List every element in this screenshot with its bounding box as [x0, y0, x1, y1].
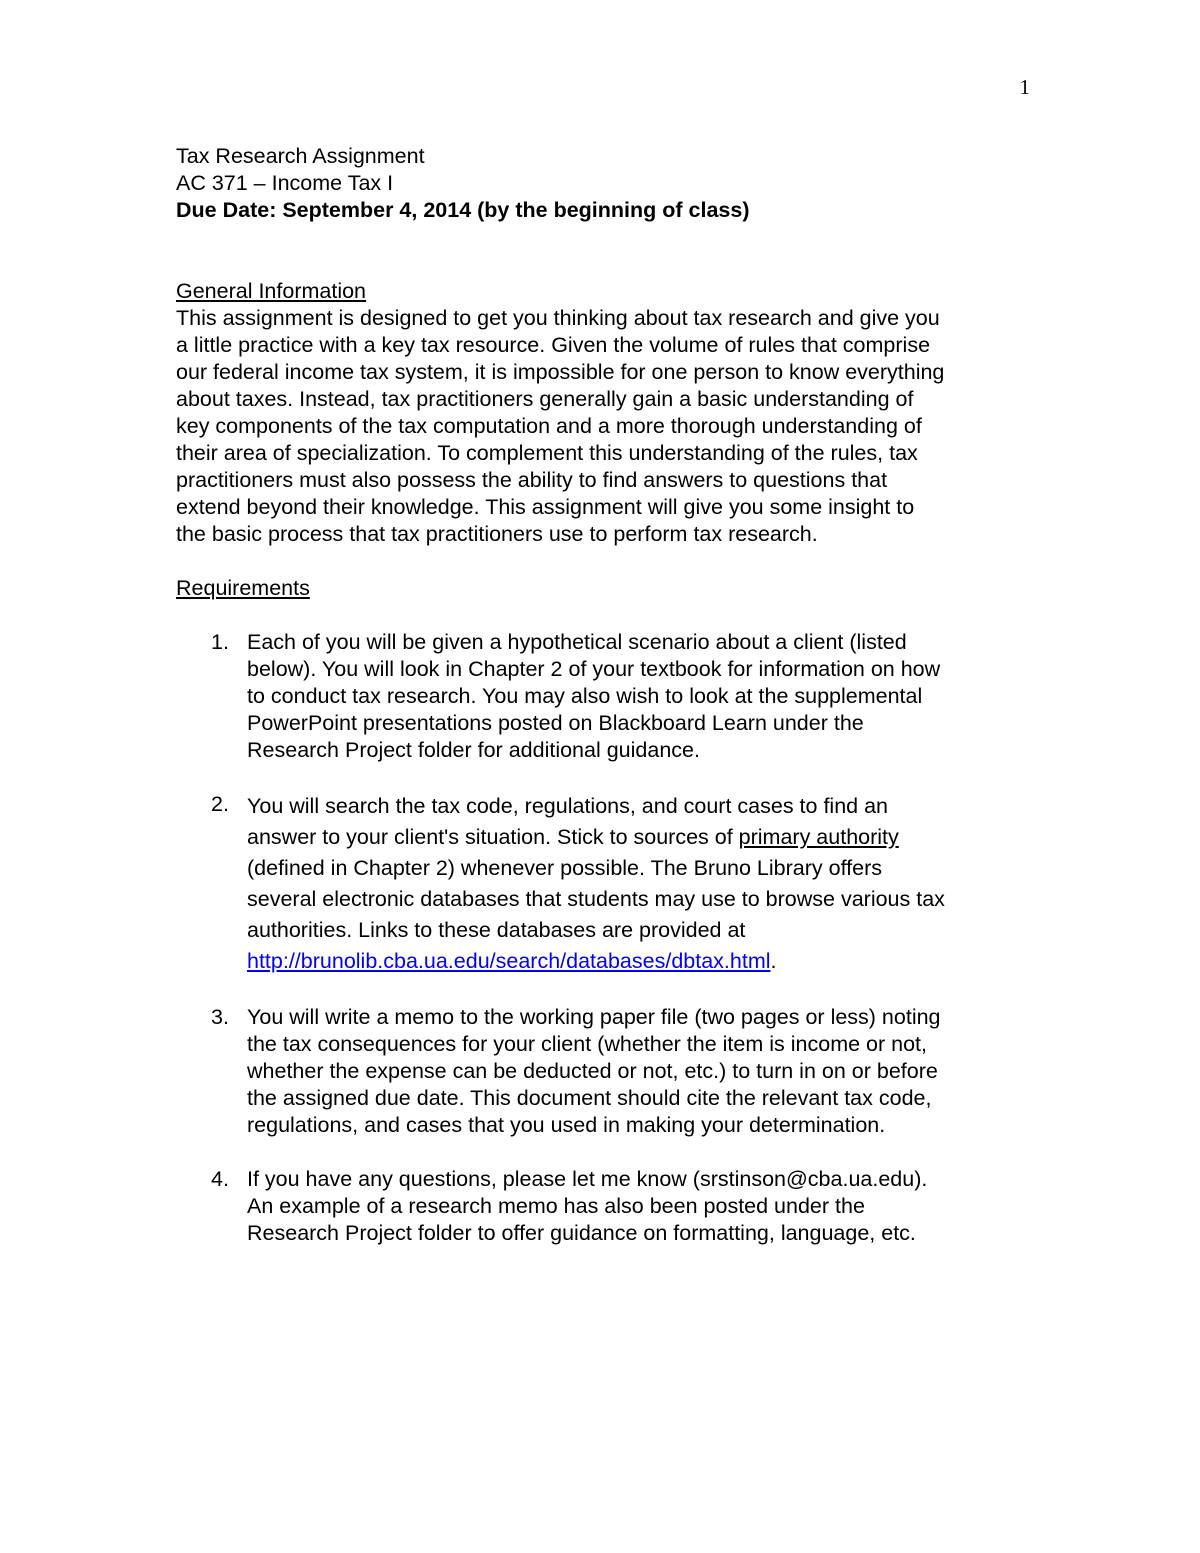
document-body — [176, 143, 1026, 1247]
list-item-line: whether the expense can be deducted or not, etc.) to turn in on or before — [247, 1059, 938, 1083]
list-item-number: 1. — [211, 630, 229, 654]
list-item — [176, 1004, 1026, 1139]
primary-authority-term: primary authority — [738, 825, 899, 849]
paragraph-line: key components of the tax computation and a more thorough understanding of — [176, 414, 922, 438]
list-item — [176, 791, 1026, 977]
list-item-line: You will search the tax code, regulations, and court cases to find an — [247, 794, 889, 818]
paragraph-line: extend beyond their knowledge. This assignment will give you some insight to — [176, 495, 915, 519]
link-trailing-period: . — [770, 949, 777, 973]
list-item-number: 4. — [211, 1167, 229, 1191]
document-title: Tax Research Assignment — [176, 144, 425, 168]
course-name: AC 371 – Income Tax I — [176, 171, 394, 195]
list-item-line: If you have any questions, please let me know (srstinson@cba.ua.edu). — [247, 1167, 928, 1191]
list-item-line: several electronic databases that students may use to browse various tax — [247, 887, 945, 911]
due-date: Due Date: September 4, 2014 (by the beginning of class) — [176, 198, 750, 222]
spacer — [176, 251, 1026, 278]
list-item-line: the tax consequences for your client (whether the item is income or not, — [247, 1032, 927, 1056]
spacer — [176, 224, 1026, 251]
paragraph-line: a little practice with a key tax resource. Given the volume of rules that comprise — [176, 333, 931, 357]
list-item-line: Research Project folder for additional guidance. — [247, 738, 700, 762]
list-item-line: below). You will look in Chapter 2 of your textbook for information on how — [247, 657, 941, 681]
paragraph-line: our federal income tax system, it is impossible for one person to know everything — [176, 360, 945, 384]
list-item-line: PowerPoint presentations posted on Blackboard Learn under the — [247, 711, 864, 735]
list-item-line: regulations, and cases that you used in making your determination. — [247, 1113, 886, 1137]
spacer — [176, 602, 1026, 629]
list-item-line: Research Project folder to offer guidance on formatting, language, etc. — [247, 1221, 916, 1245]
section-heading-general-information: General Information — [176, 279, 367, 303]
spacer — [176, 548, 1026, 575]
list-item-number: 3. — [211, 1005, 229, 1029]
paragraph-line: practitioners must also possess the ability to find answers to questions that — [176, 468, 888, 492]
section-heading-requirements: Requirements — [176, 576, 310, 600]
list-item-line — [247, 822, 1026, 853]
list-item-text: answer to your client's situation. Stick to sources of — [247, 825, 739, 849]
list-item-line: An example of a research memo has also been posted under the — [247, 1194, 865, 1218]
list-item-line — [247, 946, 1026, 977]
spacer — [176, 764, 1026, 791]
spacer — [176, 977, 1026, 1004]
list-item-line: Each of you will be given a hypothetical scenario about a client (listed — [247, 630, 907, 654]
list-item-line: to conduct tax research. You may also wish to look at the supplemental — [247, 684, 923, 708]
requirements-list — [176, 629, 1026, 1247]
list-item-line: the assigned due date. This document should cite the relevant tax code, — [247, 1086, 932, 1110]
paragraph-line: the basic process that tax practitioners use to perform tax research. — [176, 522, 818, 546]
list-item — [176, 1166, 1026, 1247]
general-information-paragraph — [176, 305, 1026, 548]
list-item-line: authorities. Links to these databases are provided at — [247, 918, 746, 942]
list-item-line: You will write a memo to the working paper file (two pages or less) noting — [247, 1005, 941, 1029]
list-item-line: (defined in Chapter 2) whenever possible. The Bruno Library offers — [247, 856, 883, 880]
list-item-number: 2. — [211, 792, 229, 816]
paragraph-line: about taxes. Instead, tax practitioners generally gain a basic understanding of — [176, 387, 914, 411]
list-item — [176, 629, 1026, 764]
page-number: 1 — [1019, 75, 1030, 99]
paragraph-line: This assignment is designed to get you thinking about tax research and give you — [176, 306, 940, 330]
spacer — [176, 1139, 1026, 1166]
paragraph-line: their area of specialization. To complement this understanding of the rules, tax — [176, 441, 918, 465]
database-link[interactable]: http://brunolib.cba.ua.edu/search/databases/dbtax.html — [247, 949, 771, 973]
